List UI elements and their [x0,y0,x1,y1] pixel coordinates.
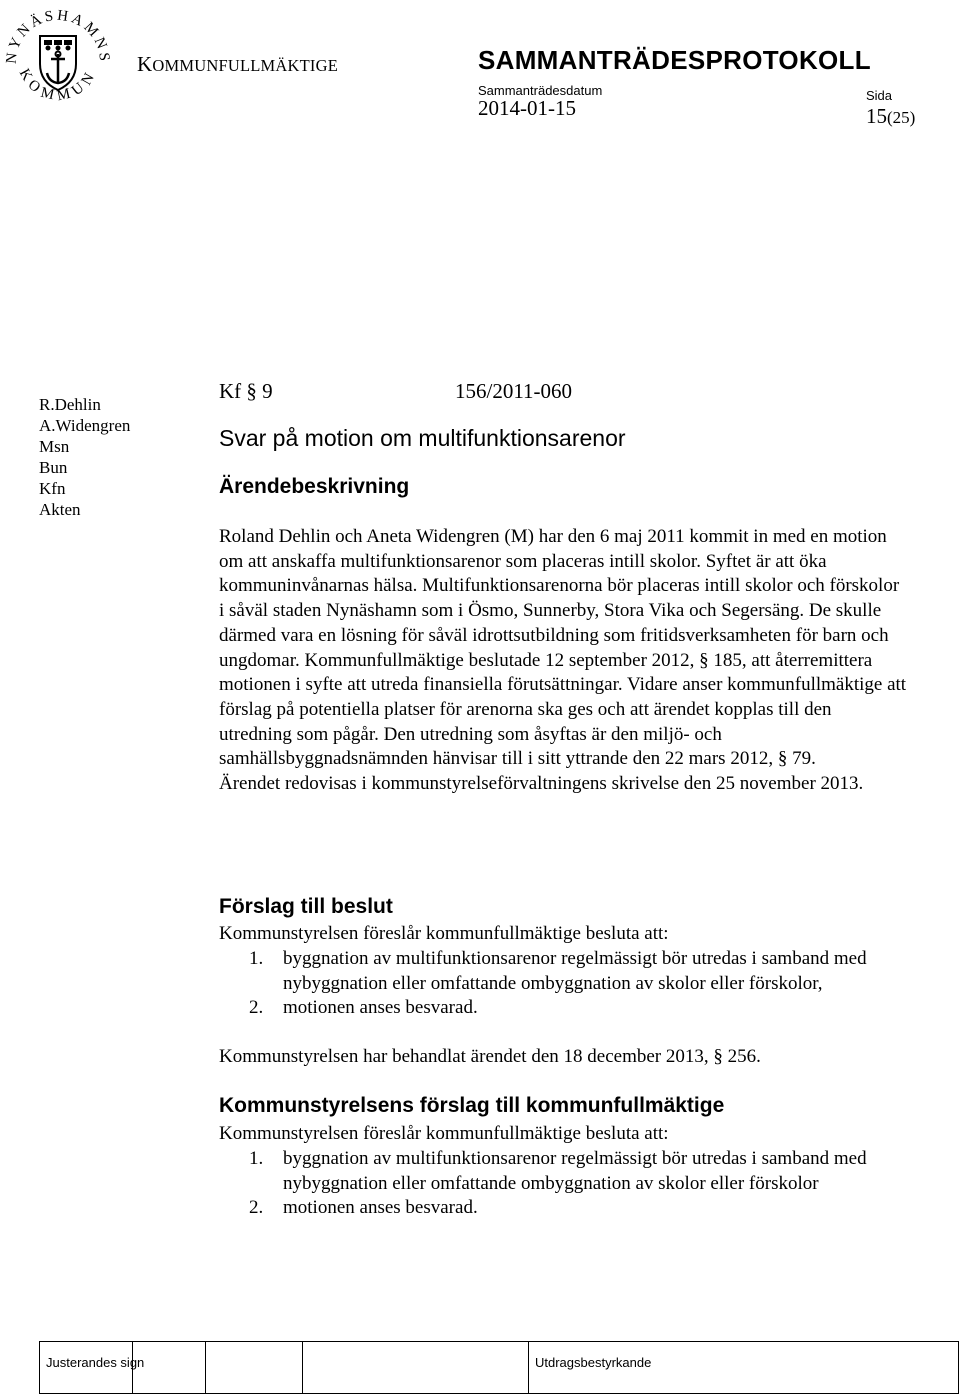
board-proposal-heading: Kommunstyrelsens förslag till kommunfullmäktige [219,1094,725,1117]
logo-text-top: NYNÄSHAMNS [3,7,113,65]
distribution-item: Akten [39,500,81,519]
distribution-list [39,394,130,520]
proposal-intro: Kommunstyrelsen föreslår kommunfullmäktige besluta att: [219,923,669,944]
distribution-item: A.Widengren [39,416,131,435]
list-item: 1. byggnation av multifunktionsarenor regelmässigt bör utredas i samband med nybyggnation eller omfattande ombyggnation av skolor eller förskolor, [249,948,867,994]
proposal-list [219,947,887,1021]
distribution-item: Msn [39,437,70,456]
case-reference [219,379,573,404]
description-heading: Ärendebeskrivning [219,475,410,498]
anchor-crest-icon [2,2,114,114]
description-paragraph: Roland Dehlin och Aneta Widengren (M) har den 6 maj 2011 kommit in med en motion om att anskaffa multifunktionsarenor som placeras intill skolor. Syftet är att öka kommuninvånarnas hälsa. Multifunktionsarenorna bör placeras intill skolor och förskolor i såväl staden Nynäshamn som i Ösmo, Sunnerby, Stora Vika och Segersäng. De skulle därmed vara en lösning för såväl idrottsutbildning som fritidsverksamheten för barn och ungdomar. Kommunfullmäktige beslutade 12 september 2012, § 185, att återremittera motionen i syfte att utreda finansiella förutsättningar. Vidare anser kommunfullmäktige att förslag på potentiella platser för arenorna ska ges och att ärendet kopplas till den utredning som pågår. Den utredning som åsyftas är den miljö- och samhällsbyggnadsnämnden hänvisar till i sitt yttrande den 22 mars 2012, § 79. [219,526,907,770]
sign-cell [205,1342,303,1393]
municipality-logo [2,2,114,114]
board-proposal-list [219,1147,887,1221]
meeting-date-label: Sammanträdesdatum [478,83,603,98]
proposal-heading: Förslag till beslut [219,895,393,918]
board-proposal-intro: Kommunstyrelsen föreslår kommunfullmäktige besluta att: [219,1123,669,1144]
sign-cell [302,1342,529,1393]
distribution-item: Kfn [39,479,66,498]
extract-label: Utdragsbestyrkande [535,1355,652,1370]
page-label: Sida [866,88,893,103]
distribution-item: Bun [39,458,68,477]
case-number: 156/2011-060 [455,379,573,403]
list-item: 2. motionen anses besvarad. [249,997,478,1019]
paragraph-ref: Kf § 9 [219,379,273,403]
description-paragraph: Ärendet redovisas i kommunstyrelseförvaltningens skrivelse den 25 november 2013. [219,773,864,795]
distribution-item: R.Dehlin [39,395,101,414]
list-item: 2. motionen anses besvarad. [249,1197,478,1219]
page-number: 15(25) [866,104,916,128]
sign-label: Justerandes sign [46,1355,145,1370]
page-title: Svar på motion om multifunktionsarenor [219,425,626,451]
org-title: KOMMUNFULLMÄKTIGE [137,52,338,76]
proposal-note: Kommunstyrelsen har behandlat ärendet den 18 december 2013, § 256. [219,1046,761,1067]
logo-text-bottom: KOMMUN [15,66,101,105]
meeting-date: 2014-01-15 [478,96,576,120]
signature-table [39,1341,959,1394]
list-item: 1. byggnation av multifunktionsarenor regelmässigt bör utredas i samband med nybyggnation eller omfattande ombyggnation av skolor eller förskolor [249,1148,867,1194]
document-type: SAMMANTRÄDESPROTOKOLL [478,45,871,75]
description-body [219,525,909,797]
